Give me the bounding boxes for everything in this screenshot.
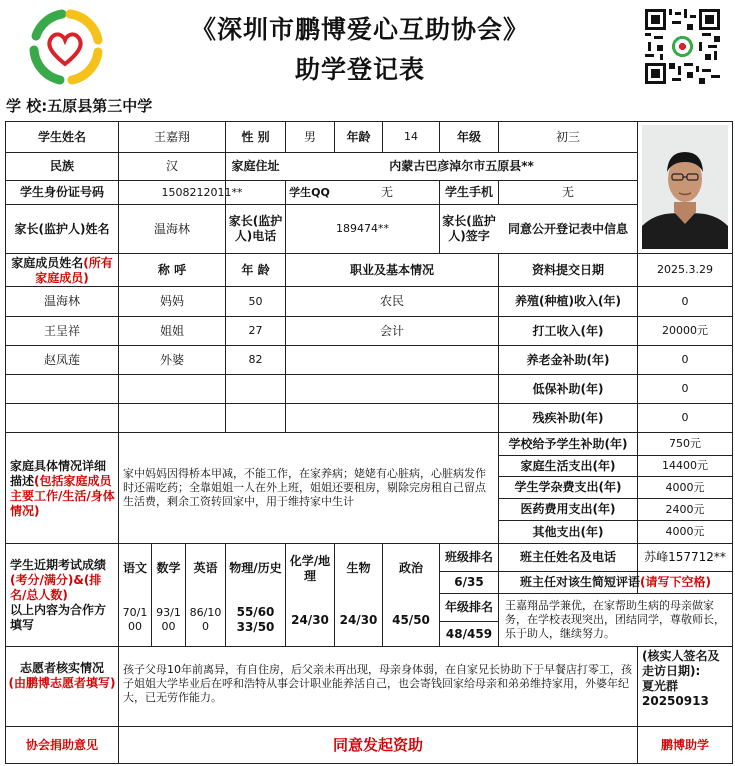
ethnicity-label: 民族 [49,159,74,173]
form-title: 《深圳市鹏博爱心互助协会》 [190,15,529,44]
member-age [226,375,285,403]
teacher-comment: 王嘉翔品学兼优，在家帮助生病的母亲做家务，在学校表现突出，团结同学，尊敬师长，乐于助人，继续努力。 [505,599,725,640]
school-name: 学 校:五原县第三中学 [6,97,153,115]
verifier-block: (核实人签名及走访日期): 夏光群 20250913 [642,649,720,708]
volunteer-label: 志愿者核实情况 (由鹏博志愿者填写) [8,661,116,690]
member-name: 温海林 [43,294,80,308]
member-relation: 外婆 [159,352,184,367]
situation-text: 家中妈妈因得桥本甲减，不能工作，在家养病；姥姥有心脏病，心脏病发作时还需吃药；全靠姐姐一人在外上班，姐姐还要租房，剔除完房租自己留点生活费，剩余工资转回家中，用于维持家中生计 [123,467,486,508]
gender: 男 [303,129,316,144]
score-chinese: 70/100 [122,606,148,633]
member-age: 50 [248,294,263,308]
member-name: 王呈祥 [43,323,80,338]
subject-chemistry-geography: 化学/地理 [289,553,331,583]
member-age [226,404,285,432]
student-name-label: 学生姓名 [37,129,86,144]
income-label: 打工收入(年) [532,323,604,338]
income-value: 0 [681,294,689,308]
income-value: 20000元 [662,324,708,338]
teacher-contact: 苏峰157712** [644,550,726,564]
address: 内蒙古巴彦淖尔市五原县** [389,159,534,173]
grade-label: 年级 [456,129,481,144]
income-value: 0 [681,353,689,367]
expense-label: 其他支出(年) [532,524,604,539]
header [0,0,735,93]
registration-table [5,121,733,764]
member-name [6,375,118,403]
member-job: 会计 [379,323,404,338]
family-members-label: 家庭成员姓名(所有家庭成员) [11,256,113,285]
income-label: 低保补助(年) [532,381,604,396]
age: 14 [404,130,418,144]
member-age: 27 [248,324,263,338]
address-label: 家庭住址 [231,159,280,173]
expense-label: 学校给予学生补助(年) [508,436,628,451]
gender-label: 性 别 [241,129,270,144]
member-relation: 姐姐 [159,323,184,338]
expense-value: 4000元 [665,480,705,494]
expense-value: 750元 [669,437,701,451]
situation-label: 家庭具体情况详细描述(包括家庭成员主要工作/生活/身体情况) [10,459,115,518]
form-subtitle: 助学登记表 [294,55,425,84]
score-math: 93/100 [156,606,181,633]
agree-disclosure: 同意公开登记表中信息 [507,221,628,236]
qr-code-icon [645,9,720,84]
ethnicity: 汉 [165,159,178,173]
class-rank: 6/35 [454,575,484,589]
score-physics-history: 55/60 33/50 [236,605,275,634]
income-label: 残疾补助(年) [532,410,604,425]
member-job: 农民 [379,294,404,308]
id-label: 学生身份证号码 [19,185,104,199]
donation-decision: 同意发起资助 [332,735,423,754]
income-value: 0 [681,382,689,396]
subject-chinese: 语文 [122,561,147,575]
member-job [286,346,498,374]
income-label: 养殖(种植)收入(年) [515,294,621,308]
org-signature: 鹏博助学 [660,737,709,752]
donation-opinion-label: 协会捐助意见 [25,737,98,752]
student-photo [638,122,732,253]
expense-value: 4000元 [665,525,705,539]
age-label: 年龄 [346,129,371,144]
teacher-comment-label: 班主任对该生简短评语 (请写下空格) [520,575,711,589]
subject-biology: 生物 [346,561,371,575]
member-relation: 妈妈 [159,294,184,308]
expense-label: 学生学杂费支出(年) [514,480,622,494]
submit-date: 2025.3.29 [657,263,713,277]
heart-logo-icon [22,6,108,88]
grade: 初三 [555,129,580,144]
member-name: 赵凤莲 [43,352,80,367]
member-relation [119,404,225,432]
class-rank-label: 班级排名 [444,550,493,564]
col-job: 职业及基本情况 [349,262,434,277]
teacher-label: 班主任姓名及电话 [519,550,616,564]
verify-date: 20250913 [642,694,709,708]
expense-value: 14400元 [662,459,708,473]
score-biology: 24/30 [339,612,378,627]
col-relation: 称 呼 [157,262,187,277]
guardian-phone: 189474** [336,222,389,236]
score-chemistry-geography: 24/30 [291,612,329,627]
income-value: 0 [681,411,689,425]
submit-date-label: 资料提交日期 [531,262,604,277]
expense-value: 2400元 [665,502,705,516]
expense-label: 医药费用支出(年) [520,502,616,516]
guardian-name: 温海林 [153,221,190,236]
col-age: 年 龄 [241,262,270,277]
qq: 无 [380,185,393,199]
subject-politics: 政治 [398,561,423,575]
id-number: 1508212011** [161,185,243,199]
subject-english: 英语 [193,561,218,575]
phone: 无 [561,185,574,199]
member-name [6,404,118,432]
verifier-name: 夏光群 [642,679,679,693]
grade-rank: 48/459 [445,626,493,641]
volunteer-text: 孩子父母10年前离异，有自住房，后父亲未再出现，母亲身体弱，在自家兄长协助下于早餐店打零工，孩子姐姐大学毕业后在呼和浩特从事会计职业能养活自己，也会寄钱回家给母亲和弟弟维持家用，外婆年纪大，已无劳作能力。 [123,663,632,704]
guardian-sign-label: 家长(监护人)签字 [442,214,496,243]
subject-physics-history: 物理/历史 [229,561,282,575]
score-english: 86/100 [189,606,222,633]
qq-label: 学生QQ [289,185,330,199]
member-job [286,375,498,403]
guardian-name-label: 家长(监护人)姓名 [14,221,110,236]
subject-math: 数学 [156,561,181,575]
member-relation [119,375,225,403]
member-age: 82 [248,353,263,367]
guardian-phone-label: 家长(监护人)电话 [228,214,283,243]
phone-label: 学生手机 [444,185,493,199]
student-name: 王嘉翔 [153,129,190,144]
score-politics: 45/50 [392,612,430,627]
member-job [286,404,498,432]
income-label: 养老金补助(年) [526,352,610,367]
grade-rank-label: 年级排名 [444,600,493,614]
scores-label: 学生近期考试成绩 (考分/满分)&(排名/总人数) 以上内容为合作方填写 [10,558,107,632]
expense-label: 家庭生活支出(年) [520,458,616,473]
